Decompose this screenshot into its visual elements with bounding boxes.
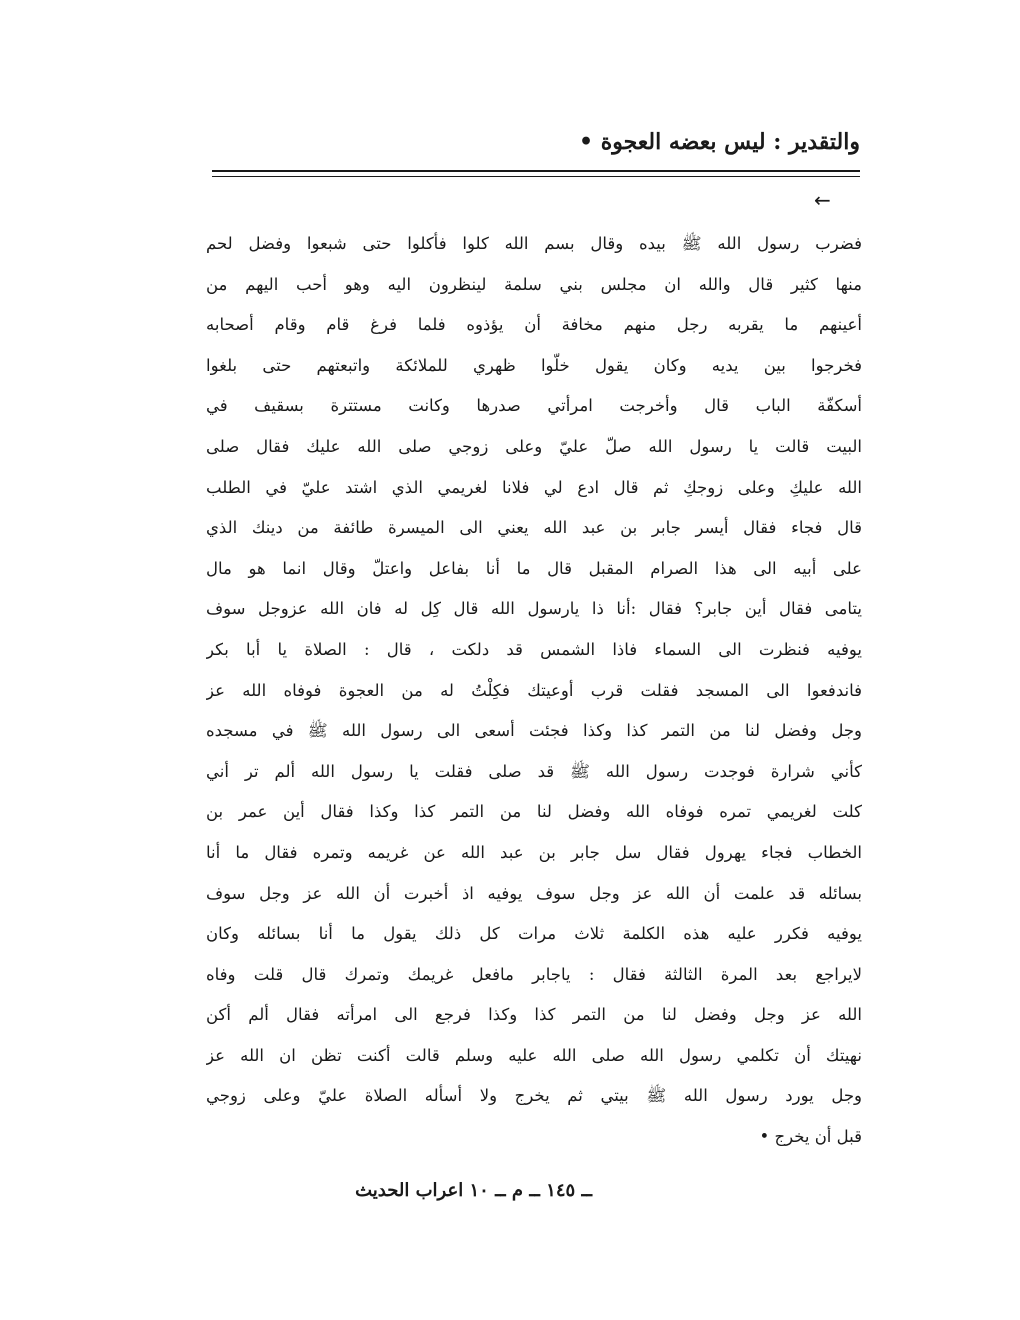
text-line: كأني شرارة فوجدت رسول الله ﷺ قد صلى فقلت يا رسول الله ألم تر أني (206, 761, 862, 781)
text-line: قال فجاء فقال أيسر جابر بن عبد الله يعني الى الميسرة طائفة من دينك الذي (206, 518, 862, 538)
text-line: الخطاب فجاء يهرول فقال سل جابر بن عبد الله عن غريمه وتمره فقال ما أنا (206, 842, 862, 862)
text-line: وجل وفضل لنا من التمر كذا وكذا فجئت أسعى الى رسول الله ﷺ في مسجده (206, 721, 862, 741)
text-line: يوفيه فنظرت الى السماء فاذا الشمس قد دلكت ، قال : الصلاة يا أبا بكر (206, 639, 862, 659)
header-rule-thick (212, 170, 860, 172)
text-line-last: قبل أن يخرج • (759, 1127, 862, 1147)
text-line: فخرجوا بين يديه وكان يقول خلّوا ظهري للملائكة واتبعتهم حتى بلغوا (206, 355, 862, 375)
text-line: فضرب رسول الله ﷺ بيده وقال بسم الله كلوا فأكلوا حتى شبعوا وفضل لحم (206, 234, 862, 253)
text-line: أسكفّة الباب قال وأخرجت امرأتي صدرها وكانت مستترة بسقيف في (206, 396, 862, 416)
text-line: نهيتك أن تكلمي رسول الله صلى الله عليه وسلم قالت أكنت تظن ان الله عز (206, 1045, 862, 1065)
text-line: البيت قالت يا رسول الله صلّ عليّ وعلى زوجي صلى الله عليك فقال صلى (206, 436, 862, 456)
text-line: يوفيه فكرر عليه هذه الكلمة ثلاث مرات كل ذلك يقول ما أنا بسائله وكان (206, 924, 862, 944)
text-line: يتامى فقال أين جابر؟ فقال :أنا ذا يارسول الله قال كِل له فان الله عزوجل سوف (206, 599, 862, 619)
text-line: كلت لغريمي تمره فوفاه الله وفضل لنا من التمر كذا وكذا فقال أين عمر بن (206, 802, 862, 822)
continuation-arrow-icon: ← (814, 188, 831, 212)
text-line: لايراجع بعد المرة الثالثة فقال : ياجابر مافعل غريمك وتمرك قال قلت وفاه (206, 964, 862, 984)
page-footer: ــ ١٤٥ ــ م ــ ١٠ اعراب الحديث (355, 1180, 592, 1201)
text-line: أعينهم ما يقربه رجل منهم مخافة أن يؤذوه فلما فرغ قام وقام أصحابه (206, 315, 862, 335)
text-line: فاندفعوا الى المسجد فقلت قرب أوعيتك فكِلْتُ له من العجوة فوفاه الله عز (206, 680, 862, 700)
text-line: على أبيه الى هذا الصرام المقبل قال ما أنا بفاعل واعتلّ وقال انما هو مال (206, 558, 862, 578)
header-note: والتقدير : ليس بعضه العجوة • (578, 129, 860, 155)
text-line: منها كثير قال والله ان مجلس بني سلمة لينظرون اليه وهو أحب اليهم من (206, 274, 862, 294)
text-line: بسائله قد علمت أن الله عز وجل سوف يوفيه اذ أخبرت أن الله عز وجل سوف (206, 883, 862, 903)
main-text (206, 224, 862, 1158)
header-rule-thin (212, 176, 860, 177)
text-line: الله عز وجل وفضل لنا من التمر كذا وكذا فرجع الى امرأته فقال ألم أكن (206, 1005, 862, 1025)
text-line: وجل يورد رسول الله ﷺ بيتي ثم يخرج ولا أسأله الصلاة عليّ وعلى زوجي (206, 1086, 862, 1106)
text-line: الله عليكِ وعلى زوجكِ ثم قال ادع لي فلانا لغريمي الذي اشتد عليّ في الطلب (206, 477, 862, 497)
